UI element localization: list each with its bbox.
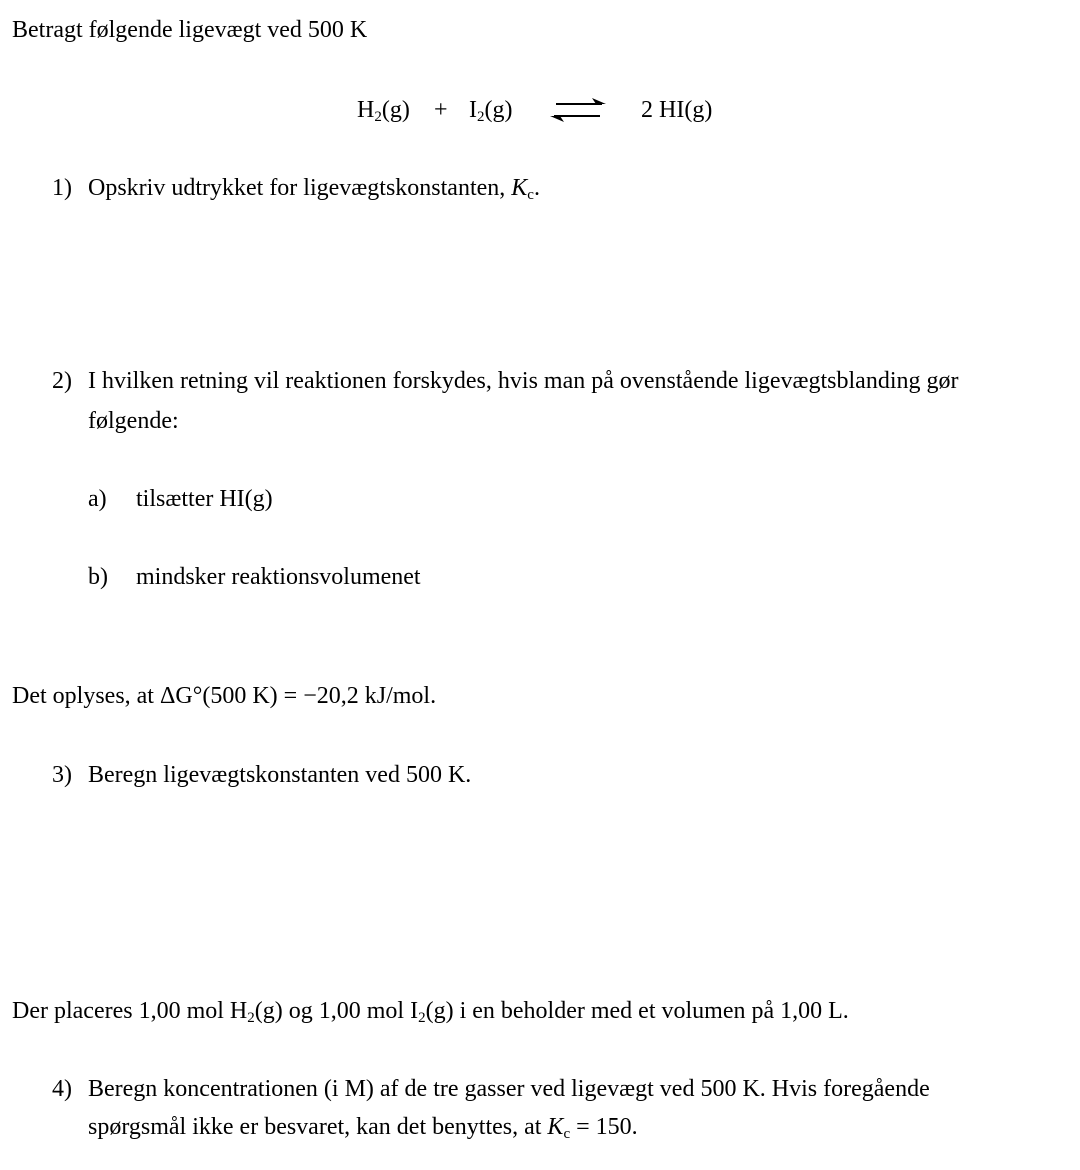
info-initial-amounts: Der placeres 1,00 mol H2(g) og 1,00 mol I2(g) i en beholder med et volumen på 1,00 L. (12, 998, 849, 1026)
question-2b (88, 562, 421, 592)
question-2-text: I hvilken retning vil reaktionen forskydes, hvis man på ovenstående ligevægtsblanding gør (88, 368, 959, 394)
plus-sign: + (434, 97, 448, 123)
question-3-number: 3) (52, 762, 72, 788)
question-3-text: Beregn ligevægtskonstanten ved 500 K. (88, 762, 472, 788)
question-4-line-2: spørgsmål ikke er besvaret, kan det benyttes, at Kc = 150. (88, 1114, 638, 1142)
question-1-text: Opskriv udtrykket for ligevægtskonstanten, (88, 175, 512, 201)
product-hi: 2 HI(g) (641, 97, 713, 123)
question-1: 1) Opskriv udtrykket for ligevægtskonstanten, Kc. (52, 175, 540, 203)
equilibrium-arrows-icon (548, 96, 608, 124)
question-2a (88, 484, 273, 514)
question-2a-text: tilsætter HI(g) (136, 486, 273, 512)
info-delta-g: Det oplyses, at ΔG°(500 K) = −20,2 kJ/mol. (12, 683, 437, 709)
reactant-h2: H2(g) (357, 97, 410, 125)
question-1-number: 1) (52, 175, 72, 201)
question-4-text: Beregn koncentrationen (i M) af de tre gasser ved ligevægt ved 500 K. Hvis foregående (88, 1076, 930, 1102)
question-2a-label: a) (88, 486, 107, 512)
question-2-line-1 (52, 366, 958, 396)
question-2-number: 2) (52, 368, 72, 394)
question-2b-label: b) (88, 564, 108, 590)
intro-text: Betragt følgende ligevægt ved 500 K (12, 17, 368, 43)
reactant-i2: I2(g) (469, 97, 513, 125)
question-3 (52, 760, 471, 790)
question-4-line-1 (52, 1074, 930, 1104)
question-4-number: 4) (52, 1076, 72, 1102)
question-2-line-2: følgende: (88, 408, 179, 434)
chemical-equation (0, 95, 1080, 127)
question-2b-text: mindsker reaktionsvolumenet (136, 564, 421, 590)
